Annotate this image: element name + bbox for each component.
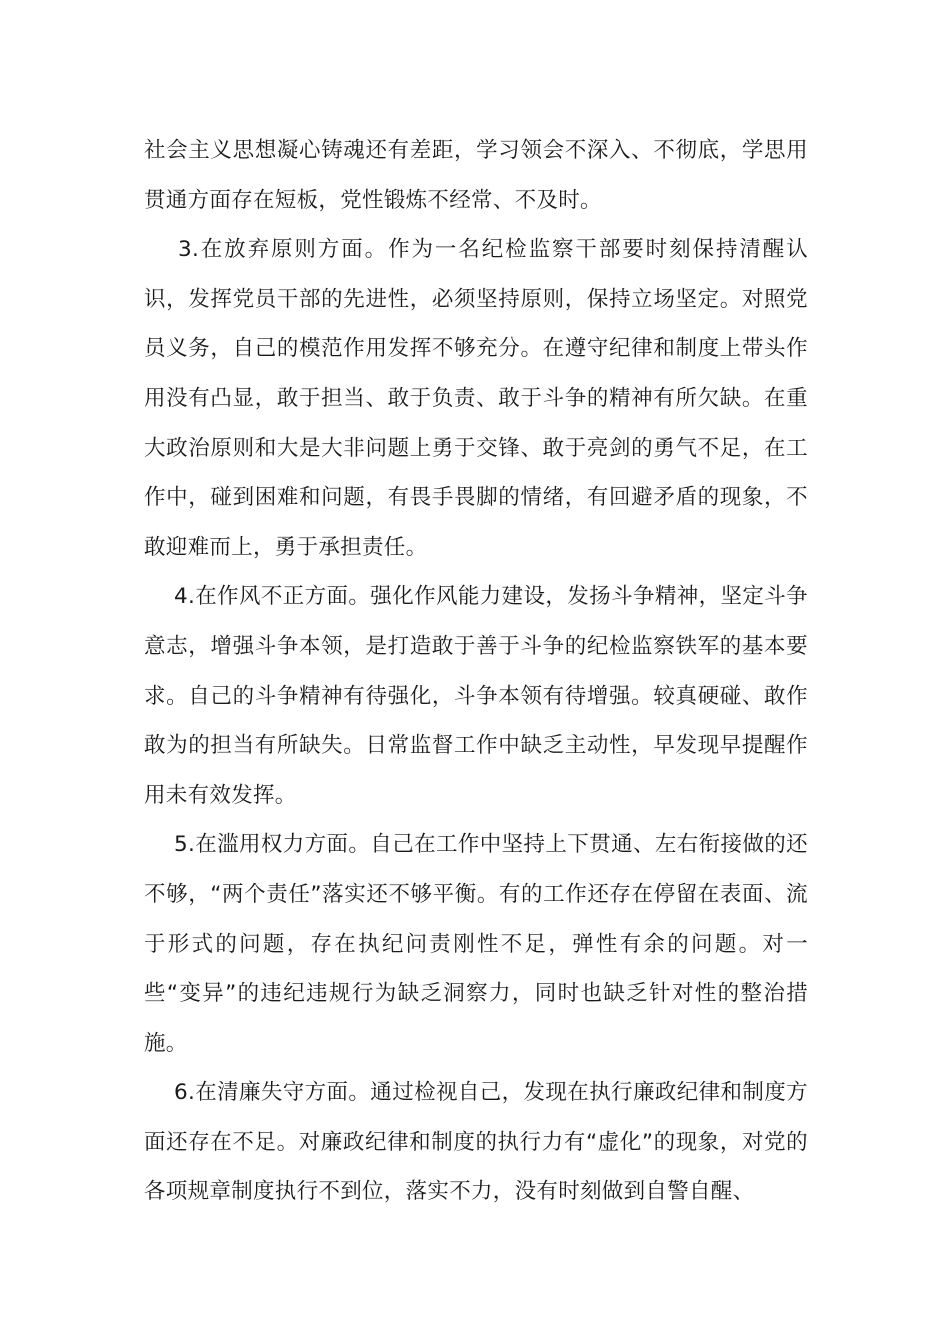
paragraph-continuation: 社会主义思想凝心铸魂还有差距，学习领会不深入、不彻底，学思用贯通方面存在短板，党性锻炼不经常、不及时。 xyxy=(144,138,808,213)
paragraph-item-6: 6.在清廉失守方面。通过检视自己，发现在执行廉政纪律和制度方面还存在不足。对廉政纪律和制度的执行力有“虚化”的现象，对党的各项规章制度执行不到位，落实不力，没有时刻做到自警自醒、 xyxy=(144,1080,808,1205)
paragraph-item-3: 3.在放弃原则方面。作为一名纪检监察干部要时刻保持清醒认识，发挥党员干部的先进性，必须坚持原则，保持立场坚定。对照党员义务，自己的模范作用发挥不够充分。在遵守纪律和制度上带头作用没有凸显，敢于担当、敢于负责、敢于斗争的精神有所欠缺。在重大政治原则和大是大非问题上勇于交锋、敢于亮剑的勇气不足，在工作中，碰到困难和问题，有畏手畏脚的情绪，有回避矛盾的现象，不敢迎难而上，勇于承担责任。 xyxy=(144,237,808,560)
paragraph-item-4: 4.在作风不正方面。强化作风能力建设，发扬斗争精神，坚定斗争意志，增强斗争本领，是打造敢于善于斗争的纪检监察铁军的基本要求。自己的斗争精神有待强化，斗争本领有待增强。较真硬碰、敢作敢为的担当有所缺失。日常监督工作中缺乏主动性，早发现早提醒作用未有效发挥。 xyxy=(144,584,808,808)
paragraph-item-5: 5.在滥用权力方面。自己在工作中坚持上下贯通、左右衔接做的还不够，“两个责任”落实还不够平衡。有的工作还存在停留在表面、流于形式的问题，存在执纪问责刚性不足，弹性有余的问题。对一些“变异”的违纪违规行为缺乏洞察力，同时也缺乏针对性的整治措施。 xyxy=(144,832,808,1056)
document-body xyxy=(144,126,808,1217)
